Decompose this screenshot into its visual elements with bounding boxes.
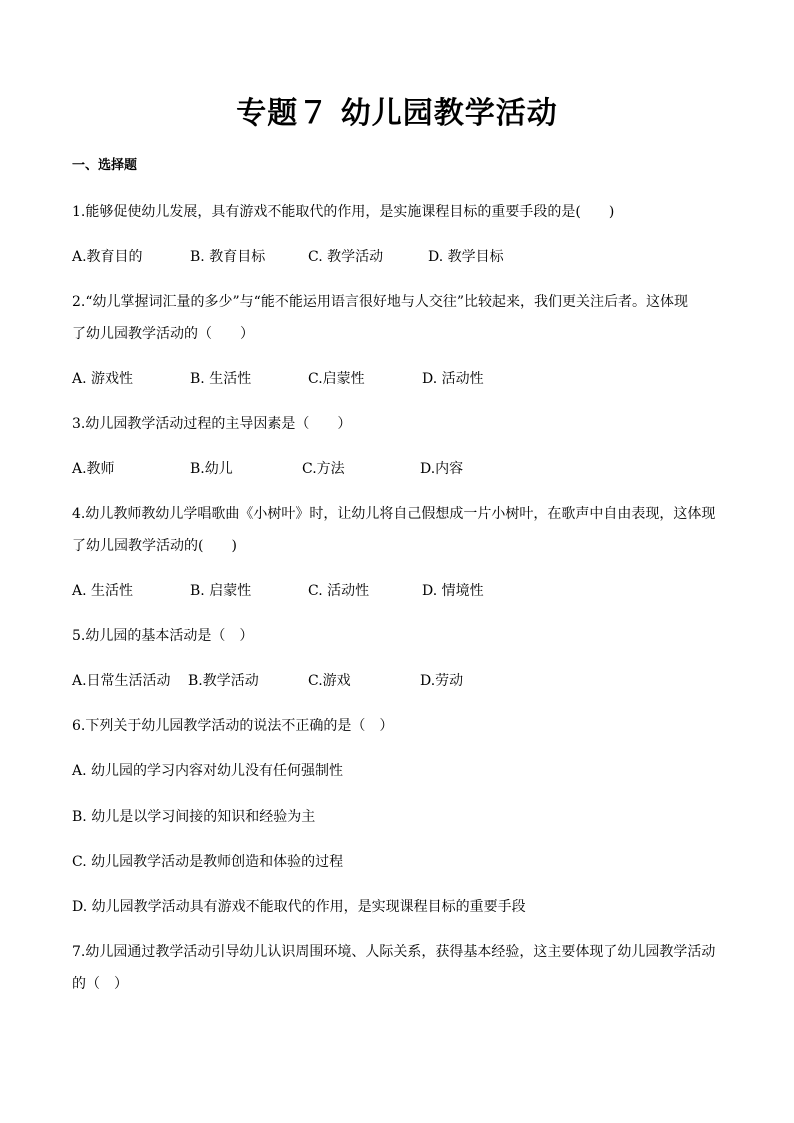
question-6-option-a: A. 幼儿园的学习内容对幼儿没有任何强制性: [72, 763, 344, 779]
question-7-stem-line-1: 7.幼儿园通过教学活动引导幼儿认识周围环境、人际关系，获得基本经验，这主要体现了幼儿园教学活动: [72, 944, 716, 960]
question-5-option-b: B.教学活动: [188, 673, 259, 689]
question-4-option-c: C. 活动性: [308, 583, 370, 599]
question-2-stem-line-2: 了幼儿园教学活动的（ ）: [72, 326, 254, 342]
question-4-option-b: B. 启蒙性: [190, 583, 252, 599]
question-2-option-b: B. 生活性: [190, 371, 252, 387]
question-4-option-a: A. 生活性: [72, 583, 134, 599]
question-4-option-d: D. 情境性: [422, 583, 484, 599]
section-heading: 一、选择题: [72, 158, 138, 173]
question-5-option-a: A.日常生活活动: [72, 673, 171, 689]
question-6-option-b: B. 幼儿是以学习间接的知识和经验为主: [72, 809, 316, 825]
page-title: 专题７ 幼儿园教学活动: [236, 96, 558, 131]
question-5-stem: 5.幼儿园的基本活动是（ ）: [72, 628, 254, 644]
question-3-option-c: C.方法: [302, 461, 345, 477]
question-3-stem: 3.幼儿园教学活动过程的主导因素是（ ）: [72, 416, 352, 432]
question-4-stem-line-2: 了幼儿园教学活动的( ): [72, 538, 237, 554]
question-3-option-b: B.幼儿: [190, 461, 233, 477]
question-2-stem-line-1: 2.“幼儿掌握词汇量的多少”与“能不能运用语言很好地与人交往”比较起来，我们更关注后者。这体现: [72, 294, 688, 310]
question-5-option-d: D.劳动: [420, 673, 464, 689]
question-5-option-c: C.游戏: [308, 673, 351, 689]
question-2-option-a: A. 游戏性: [72, 371, 134, 387]
question-6-option-d: D. 幼儿园教学活动具有游戏不能取代的作用，是实现课程目标的重要手段: [72, 899, 526, 915]
question-4-stem-line-1: 4.幼儿教师教幼儿学唱歌曲《小树叶》时，让幼儿将自己假想成一片小树叶，在歌声中自由表现，这体现: [72, 506, 716, 522]
question-1-option-b: B. 教育目标: [190, 249, 266, 265]
question-1-option-a: A.教育目的: [72, 249, 143, 265]
question-6-option-c: C. 幼儿园教学活动是教师创造和体验的过程: [72, 854, 344, 870]
question-7-stem-line-2: 的（ ）: [72, 976, 128, 992]
question-2-option-c: C.启蒙性: [308, 371, 365, 387]
question-1-option-c: C. 教学活动: [308, 249, 384, 265]
question-1-stem: 1.能够促使幼儿发展，具有游戏不能取代的作用，是实施课程目标的重要手段的是( ): [72, 204, 615, 220]
question-2-option-d: D. 活动性: [422, 371, 484, 387]
question-1-option-d: D. 教学目标: [428, 249, 504, 265]
question-3-option-d: D.内容: [420, 461, 464, 477]
question-6-stem: 6.下列关于幼儿园教学活动的说法不正确的是（ ）: [72, 718, 394, 734]
question-3-option-a: A.教师: [72, 461, 115, 477]
